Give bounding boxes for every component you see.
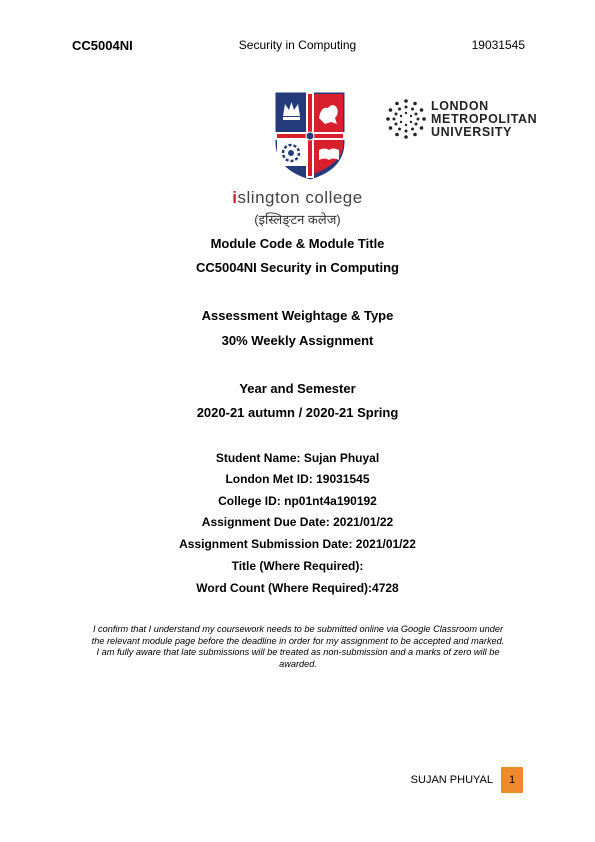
year-heading: Year and Semester xyxy=(239,381,356,396)
header-module-name: Security in Computing xyxy=(238,38,357,52)
student-name: Student Name: Sujan Phuyal xyxy=(215,451,380,465)
page-number-badge: 1 xyxy=(501,767,523,793)
islington-wordmark xyxy=(0,188,595,208)
lmu-dot-ring-icon xyxy=(385,98,427,140)
assessment-heading: Assessment Weightage & Type xyxy=(201,308,394,323)
lmu-wordmark xyxy=(431,100,537,139)
london-met-id: London Met ID: 19031545 xyxy=(225,472,370,486)
lmu-line-2: METROPOLITAN xyxy=(431,112,538,126)
disclaimer-line: awarded. xyxy=(279,658,317,669)
disclaimer-line: the relevant module page before the deadline in order for my assignment to be accepted and marked. xyxy=(91,635,505,646)
word-count: Word Count (Where Required):4728 xyxy=(196,581,399,595)
header-student-id: 19031545 xyxy=(471,38,525,52)
london-met-logo xyxy=(385,96,550,146)
submission-disclaimer xyxy=(68,624,528,670)
disclaimer-line: I am fully aware that late submissions will be treated as non-submission and a marks of zero will be xyxy=(96,647,500,658)
submission-date: Assignment Submission Date: 2021/01/22 xyxy=(179,537,416,551)
islington-i-mark: i xyxy=(232,188,238,207)
module-value: CC5004NI Security in Computing xyxy=(196,260,399,275)
islington-crest-logo xyxy=(273,90,347,182)
disclaimer-line: I confirm that I understand my coursework needs to be submitted online via Google Classroom under xyxy=(92,624,504,634)
year-value: 2020-21 autumn / 2020-21 Spring xyxy=(196,405,399,420)
header-module-code: CC5004NI xyxy=(72,38,133,53)
lmu-line-1: LONDON xyxy=(431,99,489,113)
title-field: Title (Where Required): xyxy=(231,559,364,573)
islington-wordmark-text: slington college xyxy=(237,188,363,207)
lmu-line-3: UNIVERSITY xyxy=(431,125,513,139)
assessment-value: 30% Weekly Assignment xyxy=(221,333,374,348)
due-date: Assignment Due Date: 2021/01/22 xyxy=(201,515,394,529)
islington-devanagari: (इस्लिङ्टन कलेज) xyxy=(254,212,341,227)
college-id: College ID: np01nt4a190192 xyxy=(218,494,377,508)
module-heading: Module Code & Module Title xyxy=(210,236,385,251)
footer-author: SUJAN PHUYAL xyxy=(410,774,493,786)
